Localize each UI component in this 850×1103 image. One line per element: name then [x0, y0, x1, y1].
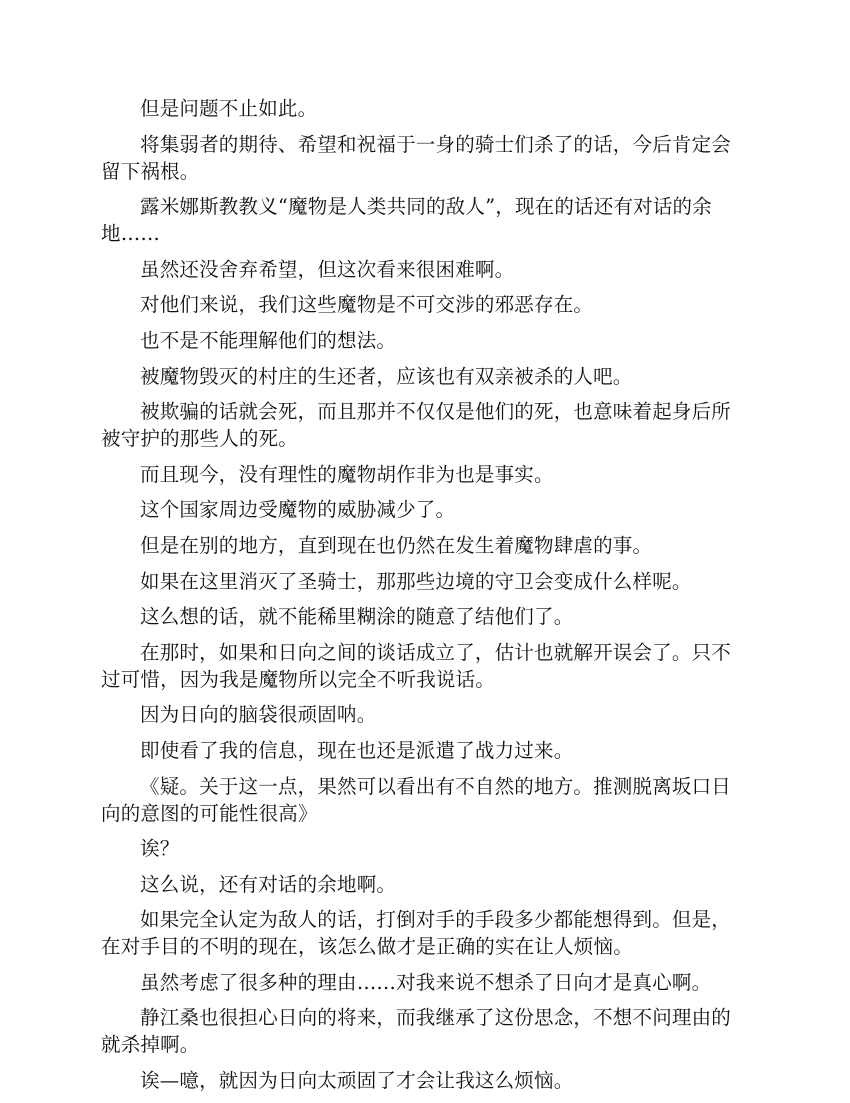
paragraph: 将集弱者的期待、希望和祝福于一身的骑士们杀了的话，今后肯定会留下祸根。 — [101, 132, 732, 183]
paragraph: 这么说，还有对话的余地啊。 — [140, 872, 397, 896]
paragraph: 即使看了我的信息，现在也还是派遣了战力过来。 — [140, 738, 574, 762]
document-page — [101, 95, 749, 1103]
paragraph: 但是问题不止如此。 — [140, 97, 318, 120]
paragraph: 露米娜斯教教义“魔物是人类共同的敌人”，现在的话还有对话的余地…… — [101, 195, 712, 246]
paragraph: 因为日向的脑袋很顽固呐。 — [140, 703, 377, 727]
paragraph: 也不是不能理解他们的想法。 — [140, 328, 397, 352]
paragraph: 虽然还没舍弃希望，但这次看来很困难啊。 — [140, 257, 515, 281]
paragraph: 这个国家周边受魔物的威胁减少了。 — [140, 498, 456, 522]
paragraph: 这么想的话，就不能稀里糊涂的随意了结他们了。 — [140, 605, 574, 629]
paragraph: 而且现今，没有理性的魔物胡作非为也是事实。 — [140, 462, 554, 486]
paragraph: 被魔物毁灭的村庄的生还者，应该也有双亲被杀的人吧。 — [140, 364, 633, 388]
paragraph: 静江桑也很担心日向的将来，而我继承了这份思念，不想不问理由的就杀掉啊。 — [101, 1006, 732, 1057]
paragraph: 如果在这里消灭了圣骑士，那那些边境的守卫会变成什么样呢。 — [140, 569, 692, 593]
paragraph: 诶？ — [140, 837, 180, 861]
paragraph: 被欺骗的话就会死，而且那并不仅仅是他们的死，也意味着起身后所被守护的那些人的死。 — [101, 400, 732, 451]
paragraph: 在那时，如果和日向之间的谈话成立了，估计也就解开误会了。只不过可惜，因为我是魔物所以完全不听我说话。 — [101, 640, 732, 691]
paragraph: 虽然考虑了很多种的理由……对我来说不想杀了日向才是真心啊。 — [140, 970, 712, 994]
paragraph: 如果完全认定为敌人的话，打倒对手的手段多少都能想得到。但是，在对手目的不明的现在，该怎么做才是正确的实在让人烦恼。 — [101, 908, 732, 959]
paragraph: 但是在别的地方，直到现在也仍然在发生着魔物肆虐的事。 — [140, 533, 653, 557]
paragraph: 对他们来说，我们这些魔物是不可交涉的邪恶存在。 — [140, 293, 594, 317]
paragraph: 《疑。关于这一点，果然可以看出有不自然的地方。推测脱离坂口日向的意图的可能性很高》 — [101, 774, 732, 825]
paragraph: 诶—噫，就因为日向太顽固了才会让我这么烦恼。 — [140, 1069, 574, 1093]
